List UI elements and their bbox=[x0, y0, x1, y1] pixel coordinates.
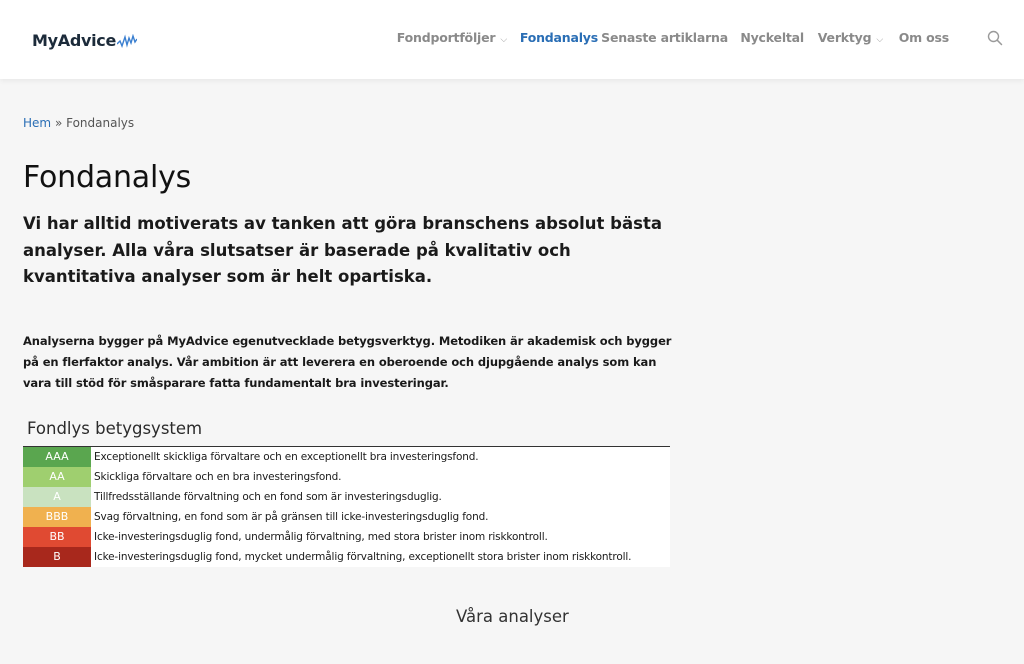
section-heading-analyses: Våra analyser bbox=[456, 607, 569, 626]
rating-description: Icke-investeringsduglig fond, undermålig förvaltning, med stora brister inom riskkontroll. bbox=[94, 531, 548, 543]
rating-description: Skickliga förvaltare och en bra investeringsfond. bbox=[94, 471, 342, 483]
nav-item-verktyg[interactable] bbox=[818, 30, 883, 45]
rating-code-badge: A bbox=[23, 487, 91, 507]
chevron-down-icon: ⌵ bbox=[500, 35, 507, 45]
logo-text: MyAdvice bbox=[32, 31, 117, 50]
rating-description: Tillfredsställande förvaltning och en fond som är investeringsduglig. bbox=[94, 491, 442, 503]
rating-row bbox=[23, 547, 670, 567]
lead-paragraph: Vi har alltid motiverats av tanken att göra branschens absolut bästa analyser. Alla våra slutsatser är baserade på kvalitativ och kvantitativa analyser som är helt opartiska. bbox=[23, 214, 662, 286]
page-title: Fondanalys bbox=[23, 160, 192, 195]
rating-code-badge: AA bbox=[23, 467, 91, 487]
rating-row bbox=[23, 467, 670, 487]
rating-code-badge: B bbox=[23, 547, 91, 567]
rating-description: Icke-investeringsduglig fond, mycket undermålig förvaltning, exceptionellt stora brister inom riskkontroll. bbox=[94, 551, 632, 563]
nav-item-fondanalys[interactable]: Fondanalys bbox=[519, 30, 598, 45]
nav-item-fondportfoljer[interactable] bbox=[397, 30, 507, 45]
nav-label: Verktyg bbox=[817, 30, 872, 45]
breadcrumb-separator: » bbox=[54, 116, 63, 130]
rating-system-title: Fondlys betygsystem bbox=[27, 419, 203, 438]
rating-code-badge: AAA bbox=[23, 447, 91, 467]
rating-row bbox=[23, 527, 670, 547]
breadcrumb-current: Fondanalys bbox=[66, 116, 135, 130]
nav-item-senaste-artiklarna[interactable]: Senaste artiklarna bbox=[601, 30, 728, 45]
rating-row bbox=[23, 507, 670, 527]
rating-description: Exceptionellt skickliga förvaltare och en exceptionellt bra investeringsfond. bbox=[94, 451, 479, 463]
nav-label: Fondportföljer bbox=[396, 30, 496, 45]
breadcrumb-home-link[interactable]: Hem bbox=[23, 116, 52, 130]
rating-table bbox=[23, 446, 670, 567]
intro-paragraph: Analyserna bygger på MyAdvice egenutvecklade betygsverktyg. Metodiken är akademisk och bygger på en flerfaktor analys. Vår ambition är att leverera en oberoende och djupgående analys som kan vara till stöd för småsparare fatta fundamentalt bra investeringar. bbox=[23, 334, 672, 390]
logo-wave-icon bbox=[117, 34, 137, 48]
nav-item-om-oss[interactable]: Om oss bbox=[898, 30, 949, 45]
logo[interactable] bbox=[32, 24, 137, 50]
rating-code-badge: BB bbox=[23, 527, 91, 547]
rating-row bbox=[23, 487, 670, 507]
search-icon[interactable] bbox=[987, 30, 1003, 46]
rating-code-badge: BBB bbox=[23, 507, 91, 527]
rating-row bbox=[23, 447, 670, 467]
rating-description: Svag förvaltning, en fond som är på gränsen till icke-investeringsduglig fond. bbox=[94, 511, 489, 523]
site-header bbox=[0, 0, 1024, 79]
breadcrumb bbox=[23, 116, 134, 130]
nav-item-nyckeltal[interactable]: Nyckeltal bbox=[740, 30, 804, 45]
chevron-down-icon: ⌵ bbox=[876, 35, 883, 45]
